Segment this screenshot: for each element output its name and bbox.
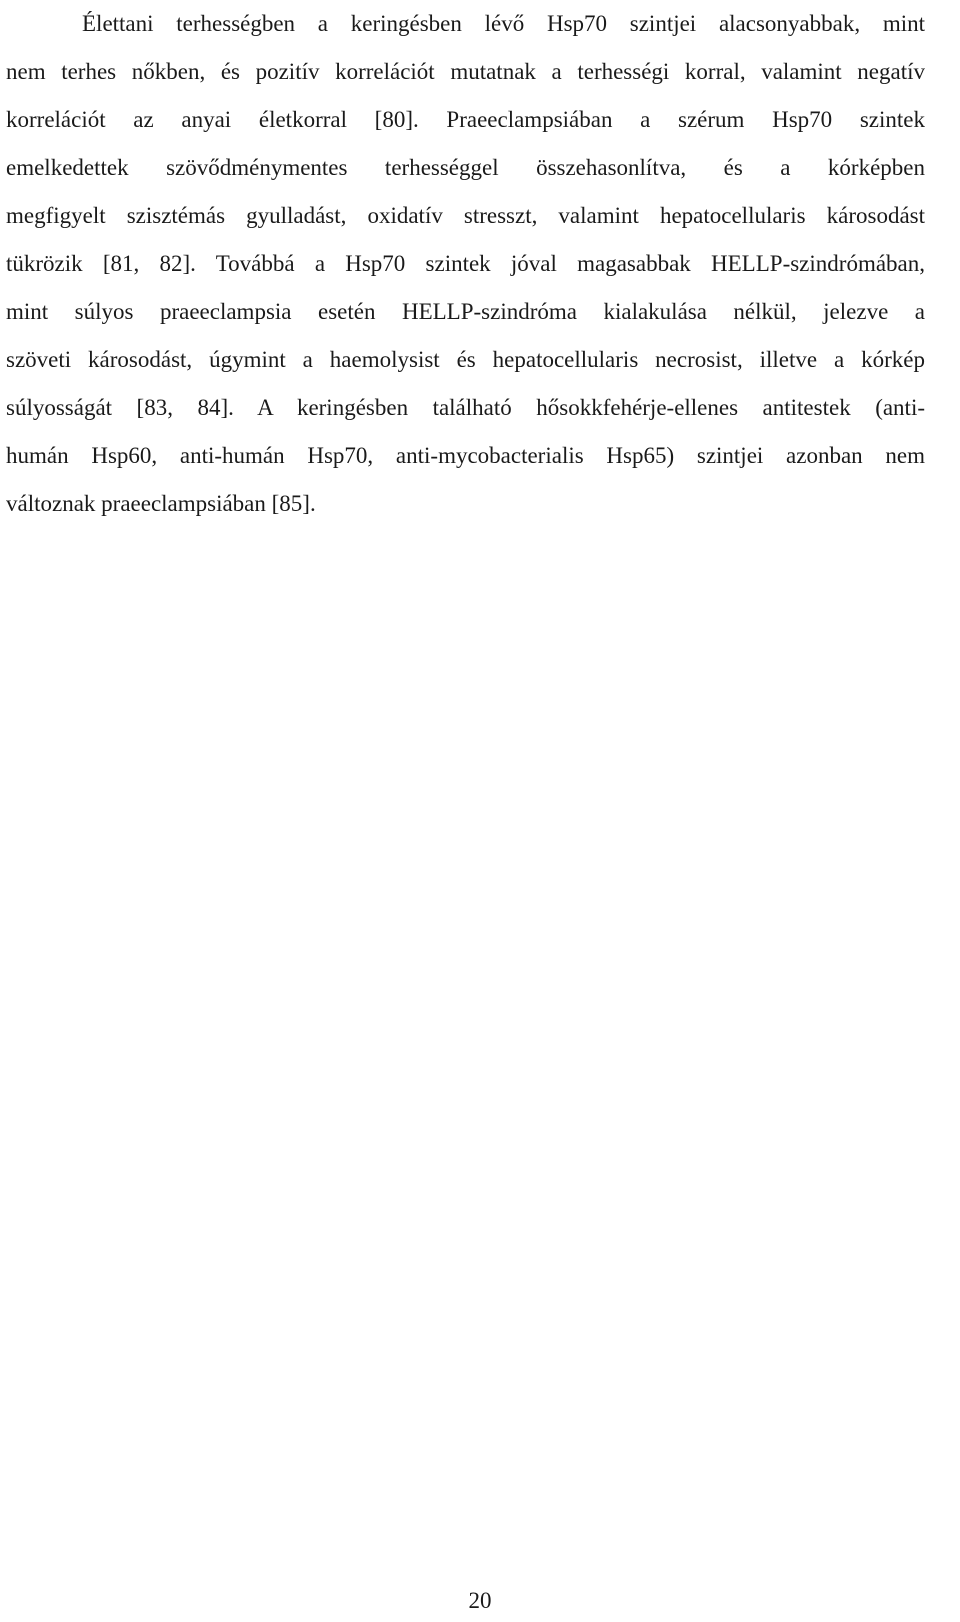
paragraph-line: változnak praeeclampsiában [85]. xyxy=(6,491,316,516)
paragraph-line: szöveti károsodást, úgymint a haemolysist és hepatocellularis necrosist, illetve a kórkép xyxy=(6,347,925,372)
paragraph-line: megfigyelt szisztémás gyulladást, oxidatív stresszt, valamint hepatocellularis károsodást xyxy=(6,203,925,228)
page-number: 20 xyxy=(468,1588,492,1613)
body-paragraph xyxy=(6,0,925,528)
paragraph-line: korrelációt az anyai életkorral [80]. Praeeclampsiában a szérum Hsp70 szintek xyxy=(6,107,925,132)
paragraph-line: Élettani terhességben a keringésben lévő Hsp70 szintjei alacsonyabbak, mint xyxy=(82,11,925,36)
paragraph-line: súlyosságát [83, 84]. A keringésben található hősokkfehérje-ellenes antitestek (anti- xyxy=(6,395,925,420)
paragraph-line: mint súlyos praeeclampsia esetén HELLP-szindróma kialakulása nélkül, jelezve a xyxy=(6,299,925,324)
paragraph-line: tükrözik [81, 82]. Továbbá a Hsp70 szintek jóval magasabbak HELLP-szindrómában, xyxy=(6,251,925,276)
paragraph-line: nem terhes nőkben, és pozitív korrelációt mutatnak a terhességi korral, valamint negatív xyxy=(6,59,925,84)
paragraph-line: emelkedettek szövődménymentes terhességgel összehasonlítva, és a kórképben xyxy=(6,155,925,180)
paragraph-line: humán Hsp60, anti-humán Hsp70, anti-mycobacterialis Hsp65) szintjei azonban nem xyxy=(6,443,925,468)
